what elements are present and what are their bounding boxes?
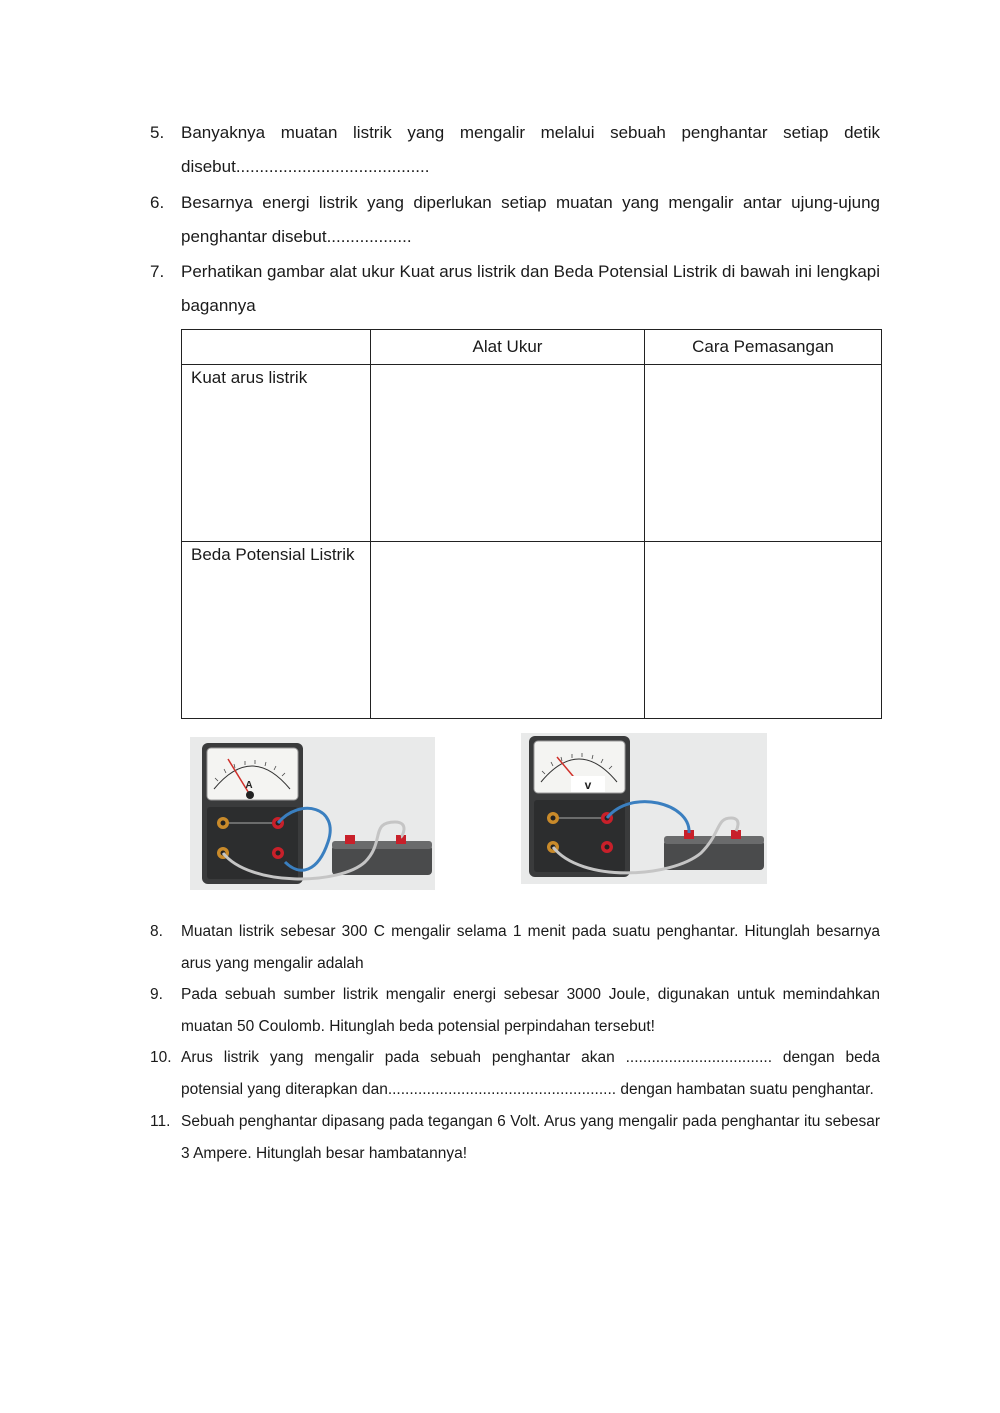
question-number: 7. [150,262,165,281]
question-number: 6. [150,193,165,212]
question-11 [150,1106,880,1170]
table-header-alat-ukur: Alat Ukur [371,330,645,365]
question-10 [150,1042,880,1106]
measurement-table [181,329,882,719]
question-number: 5. [150,123,165,142]
question-text: Besarnya energi listrik yang diperlukan setiap muatan yang mengalir antar ujung-ujung penghantar disebut.................. [181,193,880,246]
question-text: Pada sebuah sumber listrik mengalir energi sebesar 3000 Joule, digunakan untuk memindahkan muatan 50 Coulomb. Hitunglah beda potensial perpindahan tersebut! [181,986,880,1035]
answer-cell-alat-ukur[interactable] [371,365,645,542]
question-7 [150,255,880,323]
question-number: 10. [150,1049,172,1066]
ammeter-illustration [190,737,435,890]
question-number: 11. [150,1113,171,1130]
voltmeter-letter: v [584,778,592,792]
question-6 [150,186,880,254]
question-text: Perhatikan gambar alat ukur Kuat arus listrik dan Beda Potensial Listrik di bawah ini lengkapi bagannya [181,262,880,315]
table-header-cell [182,330,371,365]
row-label-beda-potensial: Beda Potensial Listrik [182,542,371,719]
row-label-kuat-arus: Kuat arus listrik [182,365,371,542]
question-text: Muatan listrik sebesar 300 C mengalir selama 1 menit pada suatu penghantar. Hitunglah besarnya arus yang mengalir adalah [181,923,880,972]
question-8 [150,916,880,980]
question-number: 9. [150,986,163,1003]
answer-cell-alat-ukur[interactable] [371,542,645,719]
answer-cell-cara-pemasangan[interactable] [645,542,882,719]
question-text: Arus listrik yang mengalir pada sebuah penghantar akan .................................. dengan beda potensial yang diterapkan dan..................................................... dengan hambatan suatu penghantar. [181,1049,880,1098]
question-text: Banyaknya muatan listrik yang mengalir melalui sebuah penghantar setiap detik disebut......................................... [181,123,880,176]
question-text: Sebuah penghantar dipasang pada tegangan 6 Volt. Arus yang mengalir pada penghantar itu sebesar 3 Ampere. Hitunglah besar hambatannya! [181,1113,880,1162]
table-row [182,365,882,542]
question-9 [150,979,880,1043]
table-header-row [182,330,882,365]
table-header-cara-pemasangan: Cara Pemasangan [645,330,882,365]
answer-cell-cara-pemasangan[interactable] [645,365,882,542]
table-row [182,542,882,719]
voltmeter-illustration [521,733,767,884]
question-number: 8. [150,923,163,940]
question-5 [150,116,880,184]
ammeter-letter: A [245,780,253,791]
